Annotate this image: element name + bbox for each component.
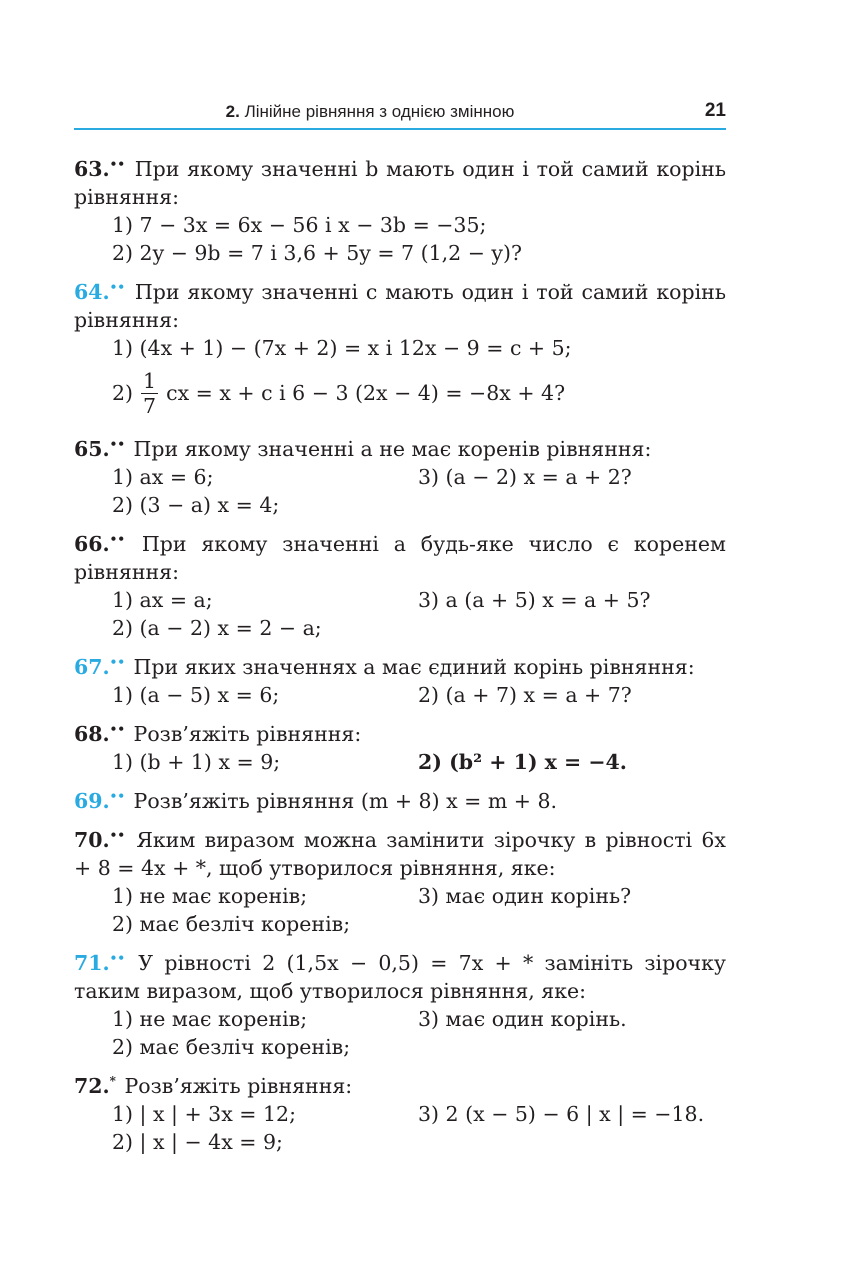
- problem-number: 64.: [74, 280, 110, 304]
- problem-text: При якому значенні a не має коренів рівняння:: [133, 437, 652, 461]
- problem-number: 67.: [74, 655, 110, 679]
- difficulty-mark: ••: [109, 951, 126, 965]
- item-1: 1) (b + 1) x = 9;: [112, 750, 281, 774]
- difficulty-mark: ••: [109, 532, 126, 546]
- problem-70: [74, 821, 726, 938]
- item-2: 2) | x | − 4x = 9;: [112, 1130, 283, 1154]
- item-1: 1) (a − 5) x = 6;: [112, 683, 280, 707]
- item-3: 3) 2 (x − 5) − 6 | x | = −18.: [418, 1102, 705, 1126]
- item-1: 1) не має коренів;: [112, 1007, 308, 1031]
- problem-text: Яким виразом можна замінити зірочку в рівності 6x + 8 = 4x + *, щоб утворилося рівняння, яке:: [74, 828, 726, 880]
- item-1: 1) не має коренів;: [112, 884, 308, 908]
- section-title: [74, 102, 666, 122]
- item-3: 3) має один корінь?: [418, 884, 632, 908]
- problem-text: Розв’яжіть рівняння (m + 8) x = m + 8.: [133, 789, 558, 813]
- item-2: 2) (a + 7) x = a + 7?: [418, 683, 632, 707]
- item-2: 2) має безліч коренів;: [112, 912, 351, 936]
- problem-71: [74, 944, 726, 1061]
- item-1: 1) ax = a;: [112, 588, 213, 612]
- section-name: Лінійне рівняння з однією змінною: [244, 102, 515, 121]
- running-header: [74, 98, 726, 130]
- problem-number: 65.: [74, 437, 110, 461]
- item-3: 3) (a − 2) x = a + 2?: [418, 465, 632, 489]
- fraction-denominator: 7: [143, 393, 157, 418]
- item-2: 2) (b² + 1) x = −4.: [418, 750, 627, 774]
- item-2-rest: cx = x + c і 6 − 3 (2x − 4) = −8x + 4?: [166, 381, 566, 405]
- problem-text: При якому значенні a будь-яке число є коренем рівняння:: [74, 532, 726, 584]
- problem-text: У рівності 2 (1,5x − 0,5) = 7x + * замініть зірочку таким виразом, щоб утворилося рівняння, яке:: [74, 951, 726, 1003]
- problem-67: [74, 648, 726, 709]
- fraction-numerator: 1: [143, 368, 157, 393]
- section-number: 2.: [225, 102, 240, 121]
- item-2: [74, 362, 726, 424]
- problem-text: Розв’яжіть рівняння:: [133, 722, 362, 746]
- item-3: 3) a (a + 5) x = a + 5?: [418, 588, 651, 612]
- item-1: 1) | x | + 3x = 12;: [112, 1102, 296, 1126]
- problem-text: При яких значеннях a має єдиний корінь рівняння:: [133, 655, 695, 679]
- problem-text: При якому значенні c мають один і той самий корінь рівняння:: [74, 280, 726, 332]
- difficulty-mark: ••: [109, 280, 126, 294]
- problem-63: [74, 150, 726, 267]
- problem-68: [74, 715, 726, 776]
- item-3: 3) має один корінь.: [418, 1007, 627, 1031]
- problem-69: [74, 782, 726, 815]
- problem-number: 70.: [74, 828, 110, 852]
- problem-text: Розв’яжіть рівняння:: [124, 1074, 353, 1098]
- problem-66: [74, 525, 726, 642]
- page-number: 21: [704, 100, 726, 121]
- problem-72: [74, 1067, 726, 1156]
- item-2: 2) (3 − a) x = 4;: [112, 493, 280, 517]
- problem-number: 63.: [74, 157, 110, 181]
- problem-65: [74, 430, 726, 519]
- problem-number: 66.: [74, 532, 110, 556]
- fraction: [141, 369, 158, 418]
- item-2: 2) (a − 2) x = 2 − a;: [112, 616, 322, 640]
- problem-number: 68.: [74, 722, 110, 746]
- difficulty-mark: *: [109, 1074, 116, 1088]
- problem-text: При якому значенні b мають один і той самий корінь рівняння:: [74, 157, 726, 209]
- item-1: 1) (4x + 1) − (7x + 2) = x і 12x − 9 = c + 5;: [112, 336, 572, 360]
- difficulty-mark: ••: [109, 828, 126, 842]
- problem-number: 71.: [74, 951, 110, 975]
- problems-list: [74, 150, 726, 1162]
- item-1: 1) ax = 6;: [112, 465, 214, 489]
- problem-number: 69.: [74, 789, 110, 813]
- difficulty-mark: ••: [109, 789, 126, 803]
- item-2: 2) 2y − 9b = 7 і 3,6 + 5y = 7 (1,2 − y)?: [112, 241, 522, 265]
- difficulty-mark: ••: [109, 655, 126, 669]
- difficulty-mark: ••: [109, 437, 126, 451]
- difficulty-mark: ••: [109, 722, 126, 736]
- item-2-prefix: 2): [112, 381, 134, 405]
- item-2: 2) має безліч коренів;: [112, 1035, 351, 1059]
- problem-64: [74, 273, 726, 424]
- item-1: 1) 7 − 3x = 6x − 56 і x − 3b = −35;: [112, 213, 487, 237]
- problem-number: 72.: [74, 1074, 110, 1098]
- difficulty-mark: ••: [109, 157, 126, 171]
